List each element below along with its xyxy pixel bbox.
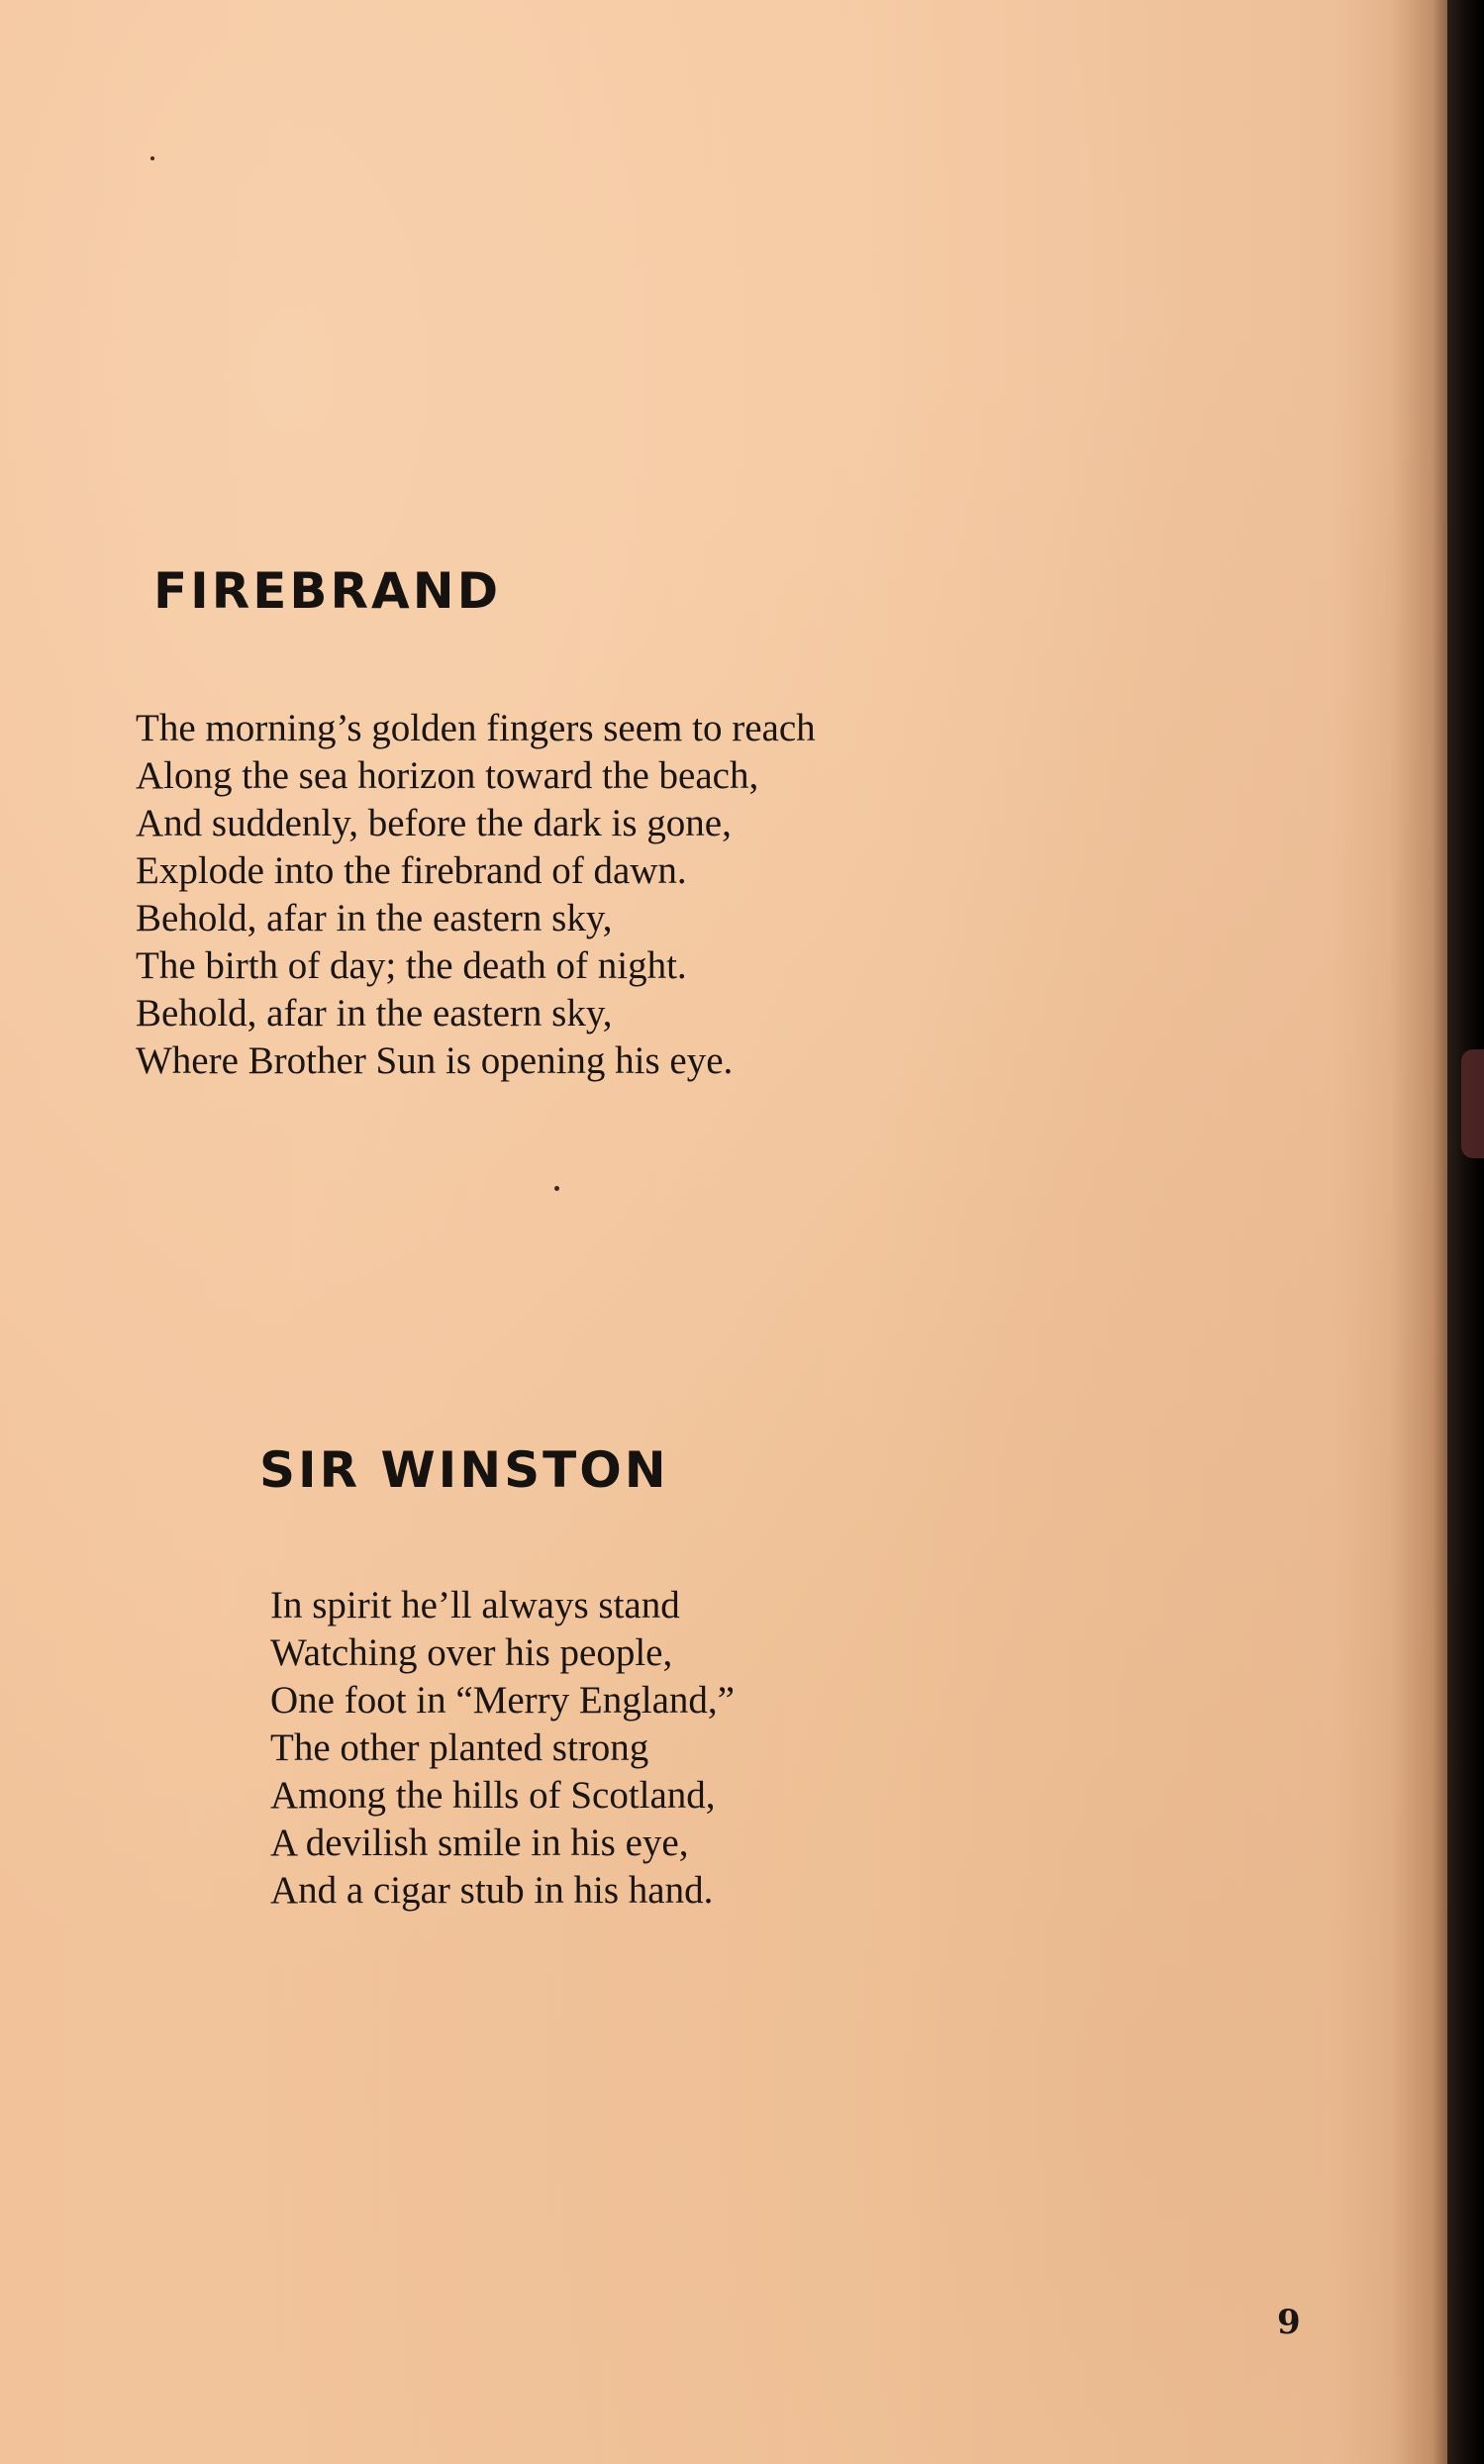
poem-line: Watching over his people,	[270, 1631, 673, 1674]
poem-line: A devilish smile in his eye,	[270, 1822, 689, 1864]
page-number: 9	[1277, 2303, 1301, 2342]
paper-speck	[150, 156, 154, 160]
poem-body-firebrand	[136, 705, 816, 1085]
poem-title-sir-winston: SIR WINSTON	[259, 1441, 669, 1499]
page-edge-shadow	[1391, 0, 1450, 2464]
poem-line: The birth of day; the death of night.	[136, 944, 687, 987]
poem-line: And suddenly, before the dark is gone,	[136, 802, 732, 844]
poem-line: Along the sea horizon toward the beach,	[136, 754, 759, 797]
poem-line: The morning’s golden fingers seem to reach	[136, 707, 816, 749]
thumb-shadow	[1461, 1049, 1484, 1158]
poem-line: Behold, afar in the eastern sky,	[136, 897, 613, 939]
poem-line: Where Brother Sun is opening his eye.	[136, 1039, 734, 1082]
poem-title-firebrand: FIREBRAND	[153, 562, 502, 620]
poem-line: Explode into the firebrand of dawn.	[136, 849, 687, 892]
poem-line: One foot in “Merry England,”	[270, 1679, 735, 1722]
book-binding-edge	[1447, 0, 1484, 2464]
poem-line: Among the hills of Scotland,	[270, 1774, 716, 1817]
poem-line: The other planted strong	[270, 1726, 649, 1769]
poem-line: Behold, afar in the eastern sky,	[136, 992, 613, 1035]
poem-body-sir-winston	[270, 1582, 735, 1915]
poem-line: In spirit he’ll always stand	[270, 1584, 680, 1626]
poem-line: And a cigar stub in his hand.	[270, 1869, 714, 1912]
paper-speck	[554, 1186, 559, 1191]
